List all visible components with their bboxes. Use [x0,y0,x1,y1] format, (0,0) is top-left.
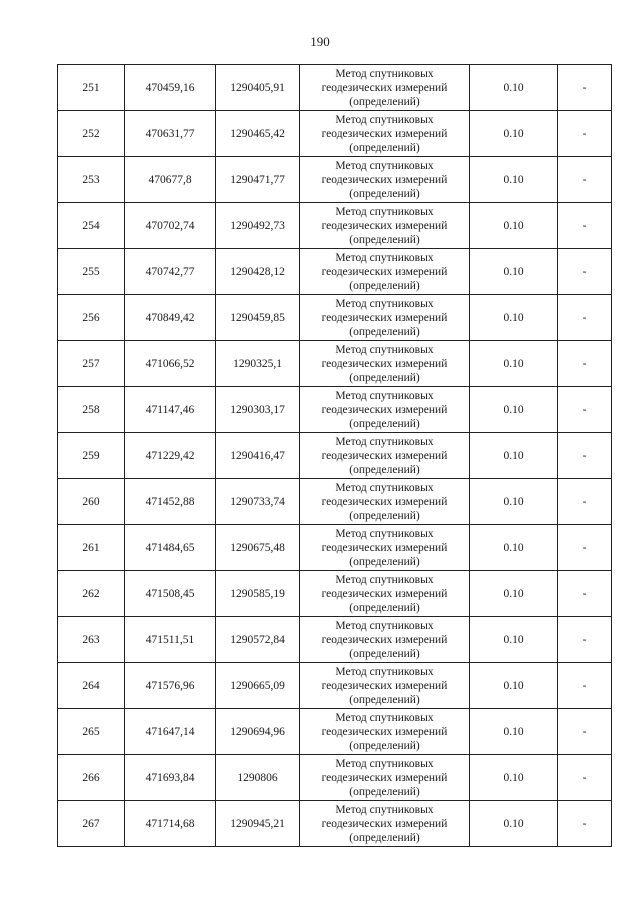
x-coordinate-cell: 471452,88 [125,479,216,525]
extra-cell: - [558,387,612,433]
accuracy-cell: 0.10 [470,525,558,571]
extra-cell: - [558,801,612,847]
table-row [58,341,612,387]
y-coordinate-cell: 1290945,21 [216,801,300,847]
extra-cell: - [558,249,612,295]
point-number-cell: 266 [58,755,125,801]
accuracy-cell: 0.10 [470,617,558,663]
method-cell: Метод спутниковых геодезических измерений (определений) [300,525,470,571]
extra-cell: - [558,479,612,525]
point-number-cell: 254 [58,203,125,249]
accuracy-cell: 0.10 [470,387,558,433]
extra-cell: - [558,617,612,663]
table-row [58,525,612,571]
x-coordinate-cell: 471066,52 [125,341,216,387]
extra-cell: - [558,433,612,479]
page-number: 190 [310,34,330,49]
table-row [58,157,612,203]
extra-cell: - [558,157,612,203]
point-number-cell: 267 [58,801,125,847]
y-coordinate-cell: 1290675,48 [216,525,300,571]
table-row [58,755,612,801]
x-coordinate-cell: 471508,45 [125,571,216,617]
method-cell: Метод спутниковых геодезических измерений (определений) [300,203,470,249]
table-row [58,203,612,249]
table-row [58,65,612,111]
coordinates-table [57,64,612,847]
method-cell: Метод спутниковых геодезических измерений (определений) [300,387,470,433]
y-coordinate-cell: 1290471,77 [216,157,300,203]
method-cell: Метод спутниковых геодезических измерений (определений) [300,617,470,663]
x-coordinate-cell: 470702,74 [125,203,216,249]
accuracy-cell: 0.10 [470,479,558,525]
method-cell: Метод спутниковых геодезических измерений (определений) [300,801,470,847]
y-coordinate-cell: 1290733,74 [216,479,300,525]
y-coordinate-cell: 1290694,96 [216,709,300,755]
x-coordinate-cell: 471484,65 [125,525,216,571]
extra-cell: - [558,65,612,111]
point-number-cell: 262 [58,571,125,617]
x-coordinate-cell: 470742,77 [125,249,216,295]
accuracy-cell: 0.10 [470,801,558,847]
method-cell: Метод спутниковых геодезических измерений (определений) [300,479,470,525]
extra-cell: - [558,341,612,387]
extra-cell: - [558,571,612,617]
x-coordinate-cell: 471647,14 [125,709,216,755]
point-number-cell: 255 [58,249,125,295]
accuracy-cell: 0.10 [470,433,558,479]
y-coordinate-cell: 1290585,19 [216,571,300,617]
point-number-cell: 256 [58,295,125,341]
table-row [58,387,612,433]
method-cell: Метод спутниковых геодезических измерений (определений) [300,571,470,617]
y-coordinate-cell: 1290806 [216,755,300,801]
y-coordinate-cell: 1290405,91 [216,65,300,111]
accuracy-cell: 0.10 [470,755,558,801]
accuracy-cell: 0.10 [470,249,558,295]
table-row [58,663,612,709]
table-row [58,801,612,847]
x-coordinate-cell: 470459,16 [125,65,216,111]
method-cell: Метод спутниковых геодезических измерений (определений) [300,157,470,203]
point-number-cell: 257 [58,341,125,387]
y-coordinate-cell: 1290465,42 [216,111,300,157]
extra-cell: - [558,525,612,571]
y-coordinate-cell: 1290665,09 [216,663,300,709]
point-number-cell: 258 [58,387,125,433]
y-coordinate-cell: 1290325,1 [216,341,300,387]
table-row [58,111,612,157]
point-number-cell: 260 [58,479,125,525]
method-cell: Метод спутниковых геодезических измерений (определений) [300,663,470,709]
method-cell: Метод спутниковых геодезических измерений (определений) [300,65,470,111]
extra-cell: - [558,203,612,249]
table-row [58,617,612,663]
table-row [58,709,612,755]
y-coordinate-cell: 1290459,85 [216,295,300,341]
x-coordinate-cell: 471693,84 [125,755,216,801]
point-number-cell: 261 [58,525,125,571]
method-cell: Метод спутниковых геодезических измерений (определений) [300,433,470,479]
point-number-cell: 251 [58,65,125,111]
point-number-cell: 263 [58,617,125,663]
table-row [58,571,612,617]
table-row [58,249,612,295]
method-cell: Метод спутниковых геодезических измерений (определений) [300,755,470,801]
x-coordinate-cell: 470849,42 [125,295,216,341]
point-number-cell: 264 [58,663,125,709]
method-cell: Метод спутниковых геодезических измерений (определений) [300,249,470,295]
accuracy-cell: 0.10 [470,295,558,341]
accuracy-cell: 0.10 [470,709,558,755]
table-row [58,433,612,479]
method-cell: Метод спутниковых геодезических измерений (определений) [300,295,470,341]
method-cell: Метод спутниковых геодезических измерений (определений) [300,341,470,387]
accuracy-cell: 0.10 [470,111,558,157]
extra-cell: - [558,295,612,341]
x-coordinate-cell: 470677,8 [125,157,216,203]
extra-cell: - [558,709,612,755]
table-row [58,295,612,341]
accuracy-cell: 0.10 [470,203,558,249]
x-coordinate-cell: 471511,51 [125,617,216,663]
extra-cell: - [558,755,612,801]
y-coordinate-cell: 1290303,17 [216,387,300,433]
y-coordinate-cell: 1290416,47 [216,433,300,479]
point-number-cell: 259 [58,433,125,479]
table-row [58,479,612,525]
x-coordinate-cell: 471229,42 [125,433,216,479]
accuracy-cell: 0.10 [470,157,558,203]
y-coordinate-cell: 1290492,73 [216,203,300,249]
point-number-cell: 265 [58,709,125,755]
extra-cell: - [558,663,612,709]
y-coordinate-cell: 1290428,12 [216,249,300,295]
x-coordinate-cell: 471147,46 [125,387,216,433]
x-coordinate-cell: 470631,77 [125,111,216,157]
extra-cell: - [558,111,612,157]
accuracy-cell: 0.10 [470,663,558,709]
y-coordinate-cell: 1290572,84 [216,617,300,663]
method-cell: Метод спутниковых геодезических измерений (определений) [300,709,470,755]
x-coordinate-cell: 471714,68 [125,801,216,847]
point-number-cell: 253 [58,157,125,203]
point-number-cell: 252 [58,111,125,157]
method-cell: Метод спутниковых геодезических измерений (определений) [300,111,470,157]
accuracy-cell: 0.10 [470,341,558,387]
x-coordinate-cell: 471576,96 [125,663,216,709]
accuracy-cell: 0.10 [470,65,558,111]
table-body [58,65,612,847]
accuracy-cell: 0.10 [470,571,558,617]
